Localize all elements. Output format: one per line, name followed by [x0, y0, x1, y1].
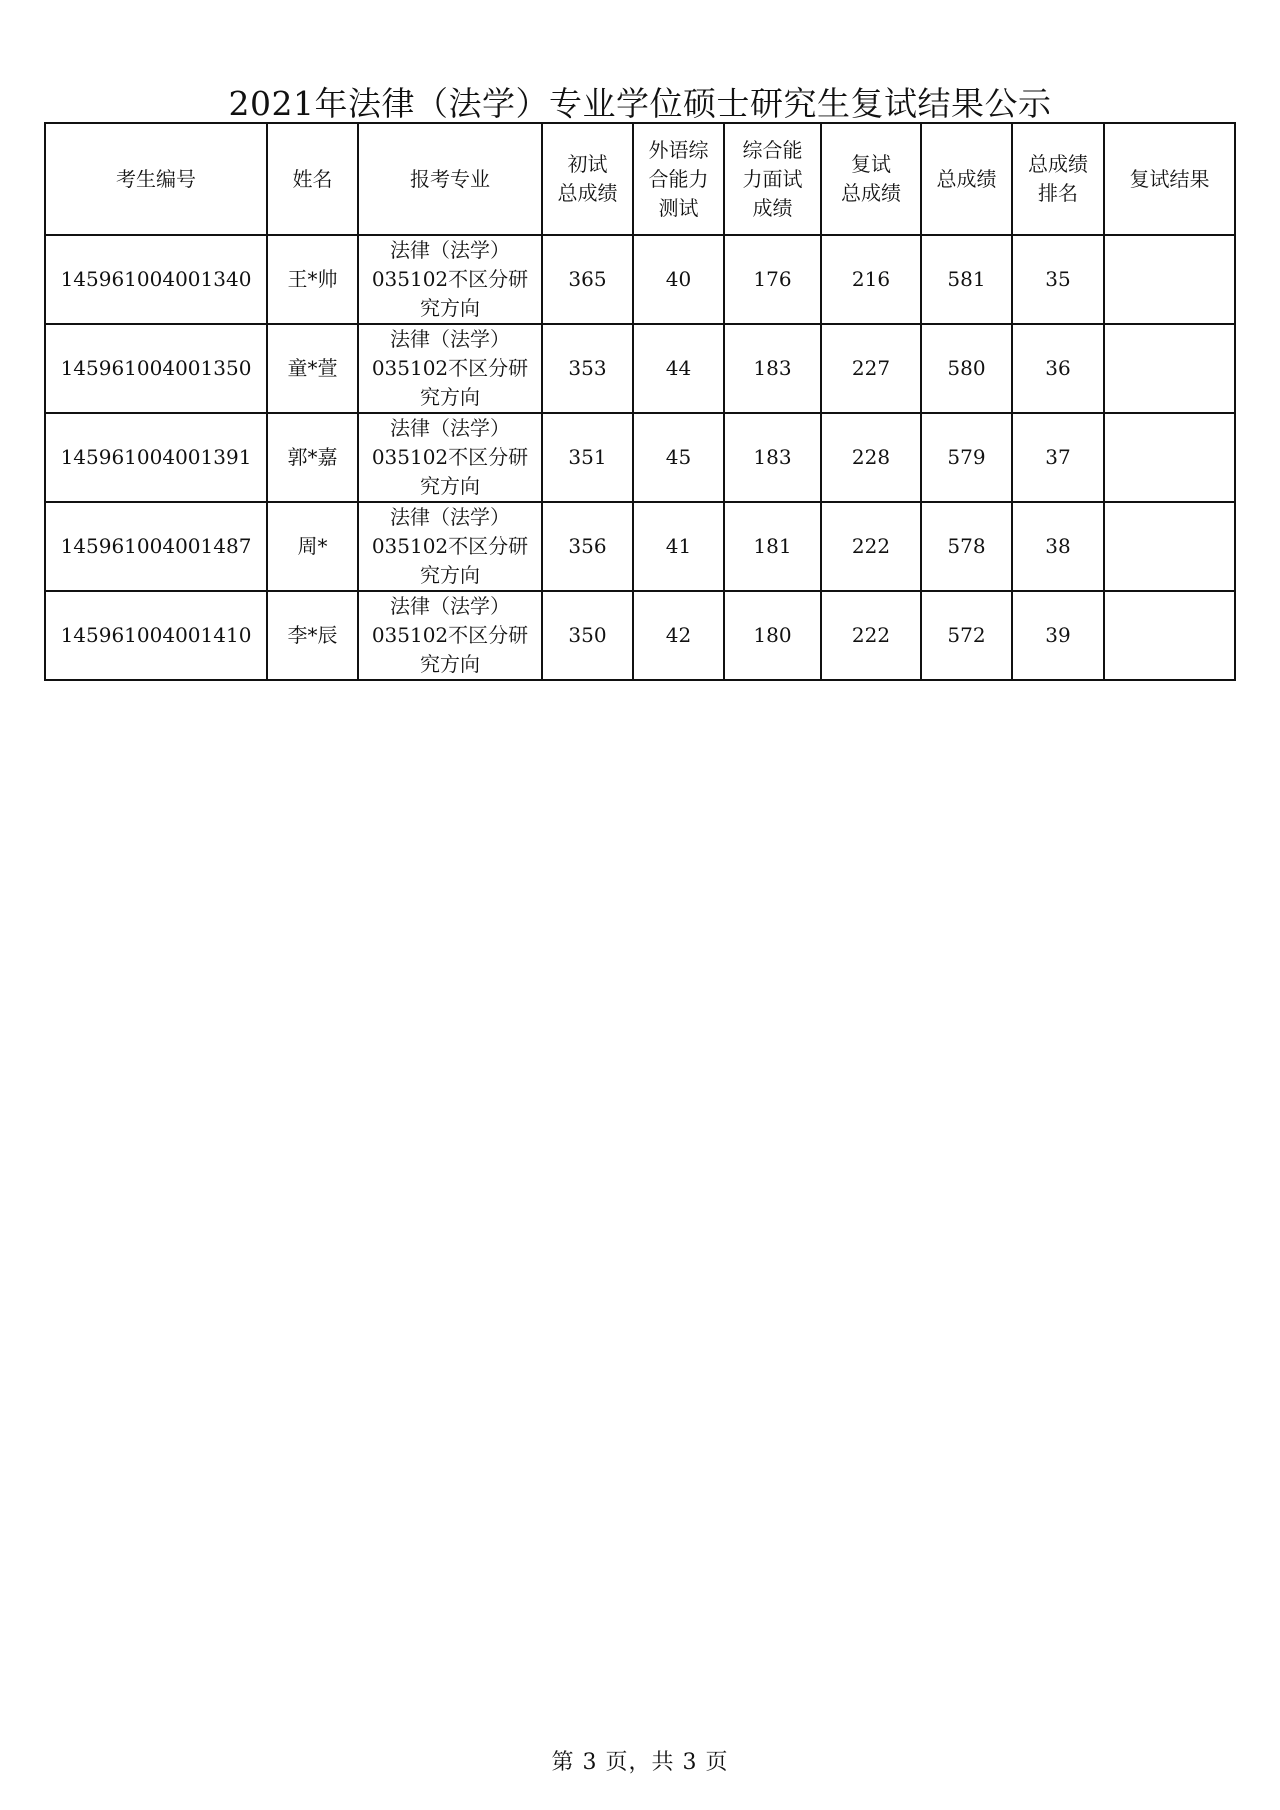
cell-rank: 37: [1012, 413, 1104, 502]
table-row: [45, 324, 1235, 413]
header-interview-score: 综合能 力面试 成绩: [724, 123, 821, 235]
table-header-row: [45, 123, 1235, 235]
cell-total-score: 581: [921, 235, 1012, 324]
cell-interview: 183: [724, 324, 821, 413]
cell-exam-id: 145961004001350: [45, 324, 267, 413]
cell-retest-result: [1104, 235, 1235, 324]
cell-retest-result: [1104, 591, 1235, 680]
cell-foreign-language: 42: [633, 591, 724, 680]
cell-retest-result: [1104, 324, 1235, 413]
cell-foreign-language: 41: [633, 502, 724, 591]
cell-initial-score: 353: [542, 324, 633, 413]
cell-major: 法律（法学） 035102不区分研 究方向: [358, 235, 542, 324]
cell-rank: 36: [1012, 324, 1104, 413]
cell-total-score: 578: [921, 502, 1012, 591]
cell-rank: 38: [1012, 502, 1104, 591]
cell-exam-id: 145961004001487: [45, 502, 267, 591]
cell-total-score: 572: [921, 591, 1012, 680]
cell-exam-id: 145961004001410: [45, 591, 267, 680]
cell-name: 郭*嘉: [267, 413, 358, 502]
header-retest-score: 复试 总成绩: [821, 123, 921, 235]
cell-foreign-language: 44: [633, 324, 724, 413]
cell-initial-score: 351: [542, 413, 633, 502]
cell-initial-score: 365: [542, 235, 633, 324]
cell-major: 法律（法学） 035102不区分研 究方向: [358, 324, 542, 413]
page-footer: 第 3 页，共 3 页: [551, 1750, 729, 1775]
cell-retest-result: [1104, 502, 1235, 591]
header-name: 姓名: [267, 123, 358, 235]
table-row: [45, 591, 1235, 680]
cell-interview: 183: [724, 413, 821, 502]
cell-total-score: 580: [921, 324, 1012, 413]
cell-retest-score: 222: [821, 502, 921, 591]
header-total-rank: 总成绩 排名: [1012, 123, 1104, 235]
cell-foreign-language: 40: [633, 235, 724, 324]
header-retest-result: 复试结果: [1104, 123, 1235, 235]
cell-initial-score: 356: [542, 502, 633, 591]
cell-major: 法律（法学） 035102不区分研 究方向: [358, 502, 542, 591]
results-table: [44, 122, 1236, 681]
cell-name: 李*辰: [267, 591, 358, 680]
cell-exam-id: 145961004001340: [45, 235, 267, 324]
cell-interview: 181: [724, 502, 821, 591]
cell-rank: 35: [1012, 235, 1104, 324]
table-row: [45, 235, 1235, 324]
cell-retest-result: [1104, 413, 1235, 502]
table-row: [45, 413, 1235, 502]
table-row: [45, 502, 1235, 591]
header-major: 报考专业: [358, 123, 542, 235]
cell-rank: 39: [1012, 591, 1104, 680]
cell-major: 法律（法学） 035102不区分研 究方向: [358, 413, 542, 502]
cell-name: 王*帅: [267, 235, 358, 324]
cell-retest-score: 216: [821, 235, 921, 324]
cell-name: 童*萱: [267, 324, 358, 413]
cell-initial-score: 350: [542, 591, 633, 680]
cell-interview: 180: [724, 591, 821, 680]
cell-retest-score: 222: [821, 591, 921, 680]
cell-name: 周*: [267, 502, 358, 591]
cell-interview: 176: [724, 235, 821, 324]
header-initial-score: 初试 总成绩: [542, 123, 633, 235]
cell-retest-score: 227: [821, 324, 921, 413]
cell-major: 法律（法学） 035102不区分研 究方向: [358, 591, 542, 680]
cell-retest-score: 228: [821, 413, 921, 502]
header-exam-id: 考生编号: [45, 123, 267, 235]
cell-exam-id: 145961004001391: [45, 413, 267, 502]
cell-foreign-language: 45: [633, 413, 724, 502]
header-total-score: 总成绩: [921, 123, 1012, 235]
header-foreign-language-test: 外语综 合能力 测试: [633, 123, 724, 235]
cell-total-score: 579: [921, 413, 1012, 502]
page-title: 2021年法律（法学）专业学位硕士研究生复试结果公示: [228, 84, 1052, 123]
